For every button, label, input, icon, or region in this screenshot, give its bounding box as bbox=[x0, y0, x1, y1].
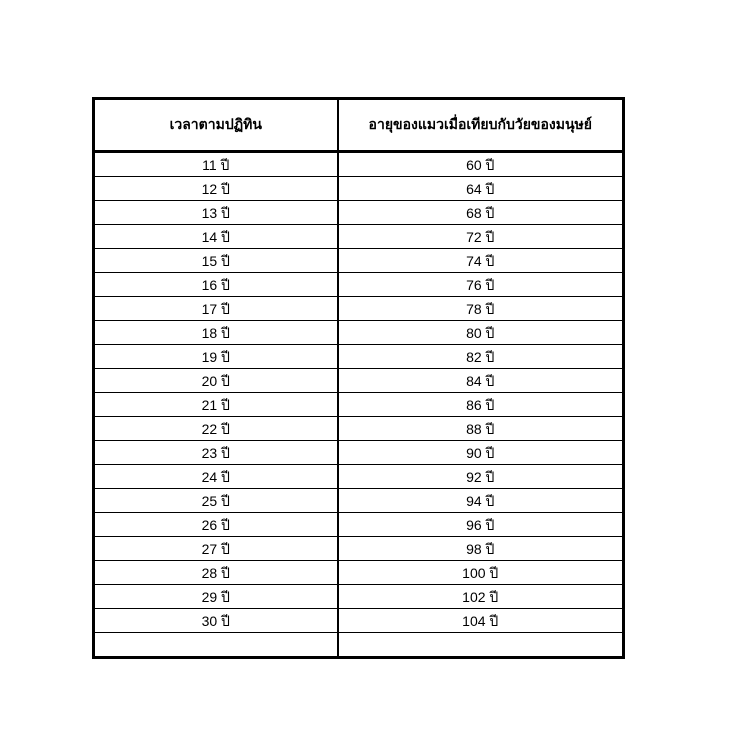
table-header-row bbox=[94, 99, 624, 152]
cat-human-age-cell: 82 ปี bbox=[338, 345, 624, 369]
column-header-cat-age-human-equivalent: อายุของแมวเมื่อเทียบกับวัยของมนุษย์ bbox=[338, 99, 624, 152]
calendar-years-cell: 20 ปี bbox=[94, 369, 338, 393]
calendar-years-cell bbox=[94, 633, 338, 658]
table-row bbox=[94, 489, 624, 513]
calendar-years-cell: 23 ปี bbox=[94, 441, 338, 465]
cat-human-age-cell: 76 ปี bbox=[338, 273, 624, 297]
cat-human-age-cell: 100 ปี bbox=[338, 561, 624, 585]
calendar-years-cell: 16 ปี bbox=[94, 273, 338, 297]
column-header-calendar-time: เวลาตามปฏิทิน bbox=[94, 99, 338, 152]
calendar-years-cell: 15 ปี bbox=[94, 249, 338, 273]
calendar-years-cell: 27 ปี bbox=[94, 537, 338, 561]
cat-human-age-cell: 74 ปี bbox=[338, 249, 624, 273]
cat-human-age-cell bbox=[338, 633, 624, 658]
table-row bbox=[94, 225, 624, 249]
cat-human-age-cell: 104 ปี bbox=[338, 609, 624, 633]
cat-human-age-cell: 86 ปี bbox=[338, 393, 624, 417]
table-row bbox=[94, 321, 624, 345]
table-row bbox=[94, 177, 624, 201]
table-row bbox=[94, 201, 624, 225]
table-row bbox=[94, 441, 624, 465]
calendar-years-cell: 28 ปี bbox=[94, 561, 338, 585]
table-row bbox=[94, 152, 624, 177]
cat-human-age-cell: 64 ปี bbox=[338, 177, 624, 201]
table-row bbox=[94, 369, 624, 393]
calendar-years-cell: 14 ปี bbox=[94, 225, 338, 249]
calendar-years-cell: 21 ปี bbox=[94, 393, 338, 417]
calendar-years-cell: 13 ปี bbox=[94, 201, 338, 225]
cat-human-age-cell: 78 ปี bbox=[338, 297, 624, 321]
calendar-years-cell: 12 ปี bbox=[94, 177, 338, 201]
calendar-years-cell: 11 ปี bbox=[94, 152, 338, 177]
calendar-years-cell: 18 ปี bbox=[94, 321, 338, 345]
calendar-years-cell: 30 ปี bbox=[94, 609, 338, 633]
table-row bbox=[94, 513, 624, 537]
cat-human-age-cell: 60 ปี bbox=[338, 152, 624, 177]
cat-human-age-cell: 90 ปี bbox=[338, 441, 624, 465]
table-row bbox=[94, 393, 624, 417]
table-row bbox=[94, 297, 624, 321]
cat-human-age-cell: 98 ปี bbox=[338, 537, 624, 561]
table-row bbox=[94, 561, 624, 585]
table-row bbox=[94, 417, 624, 441]
table-body bbox=[94, 152, 624, 658]
calendar-years-cell: 22 ปี bbox=[94, 417, 338, 441]
calendar-years-cell: 26 ปี bbox=[94, 513, 338, 537]
cat-human-age-cell: 88 ปี bbox=[338, 417, 624, 441]
calendar-years-cell: 17 ปี bbox=[94, 297, 338, 321]
table-row bbox=[94, 249, 624, 273]
table-row bbox=[94, 633, 624, 658]
cat-human-age-cell: 92 ปี bbox=[338, 465, 624, 489]
cat-age-table bbox=[92, 97, 625, 659]
table-row bbox=[94, 537, 624, 561]
table-row bbox=[94, 609, 624, 633]
cat-human-age-cell: 68 ปี bbox=[338, 201, 624, 225]
calendar-years-cell: 24 ปี bbox=[94, 465, 338, 489]
table-row bbox=[94, 585, 624, 609]
calendar-years-cell: 25 ปี bbox=[94, 489, 338, 513]
cat-human-age-cell: 94 ปี bbox=[338, 489, 624, 513]
calendar-years-cell: 29 ปี bbox=[94, 585, 338, 609]
cat-human-age-cell: 102 ปี bbox=[338, 585, 624, 609]
cat-human-age-cell: 96 ปี bbox=[338, 513, 624, 537]
calendar-years-cell: 19 ปี bbox=[94, 345, 338, 369]
table-row bbox=[94, 465, 624, 489]
table-row bbox=[94, 345, 624, 369]
cat-human-age-cell: 84 ปี bbox=[338, 369, 624, 393]
cat-human-age-cell: 80 ปี bbox=[338, 321, 624, 345]
cat-human-age-cell: 72 ปี bbox=[338, 225, 624, 249]
table-row bbox=[94, 273, 624, 297]
